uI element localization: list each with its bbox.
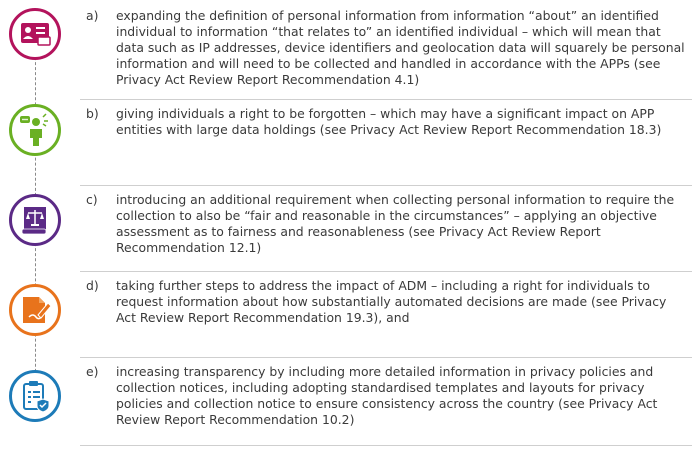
item-letter: b) <box>86 106 99 121</box>
id-card-briefcase-icon <box>9 8 61 60</box>
item-text: increasing transparency by including more detailed information in privacy policies and collection notices, including adopting standardised templates and layouts for privacy policies and collection notice to ensure consistency across the country (see Privacy Act Review Report Recommendation 10.2) <box>116 364 658 427</box>
item-letter: d) <box>86 278 99 293</box>
list-item <box>80 278 692 358</box>
item-text: expanding the definition of personal information from information “about” an identified individual to information “that relates to” an identified individual – which will mean that data such as IP addresses, device identifiers and geolocation data will squarely be personal information and will need to be collected and handled in accordance with the APPs (see Privacy Act Review Report Recommendation 4.1) <box>116 8 685 87</box>
list-item <box>80 8 692 100</box>
person-speaking-icon <box>9 104 61 156</box>
item-letter: e) <box>86 364 99 379</box>
item-text: introducing an additional requirement when collecting personal information to require the collection to also be “fair and reasonable in the circumstances” – applying an objective assessment as to fairness and reasonableness (see Privacy Act Review Report Recommendation 12.1) <box>116 192 675 255</box>
list-item <box>80 106 692 186</box>
scales-document-icon <box>9 194 61 246</box>
item-text: taking further steps to address the impact of ADM – including a right for individuals to request information about how substantially automated decisions are made (see Privacy Act Review Report Recommendation 19.3), and <box>116 278 667 325</box>
clipboard-shield-icon <box>9 370 61 422</box>
item-letter: c) <box>86 192 98 207</box>
list-item <box>80 364 692 446</box>
document-pen-icon <box>9 284 61 336</box>
item-text: giving individuals a right to be forgotten – which may have a significant impact on APP entities with large data holdings (see Privacy Act Review Report Recommendation 18.3) <box>116 106 662 137</box>
item-letter: a) <box>86 8 99 23</box>
list-item <box>80 192 692 272</box>
